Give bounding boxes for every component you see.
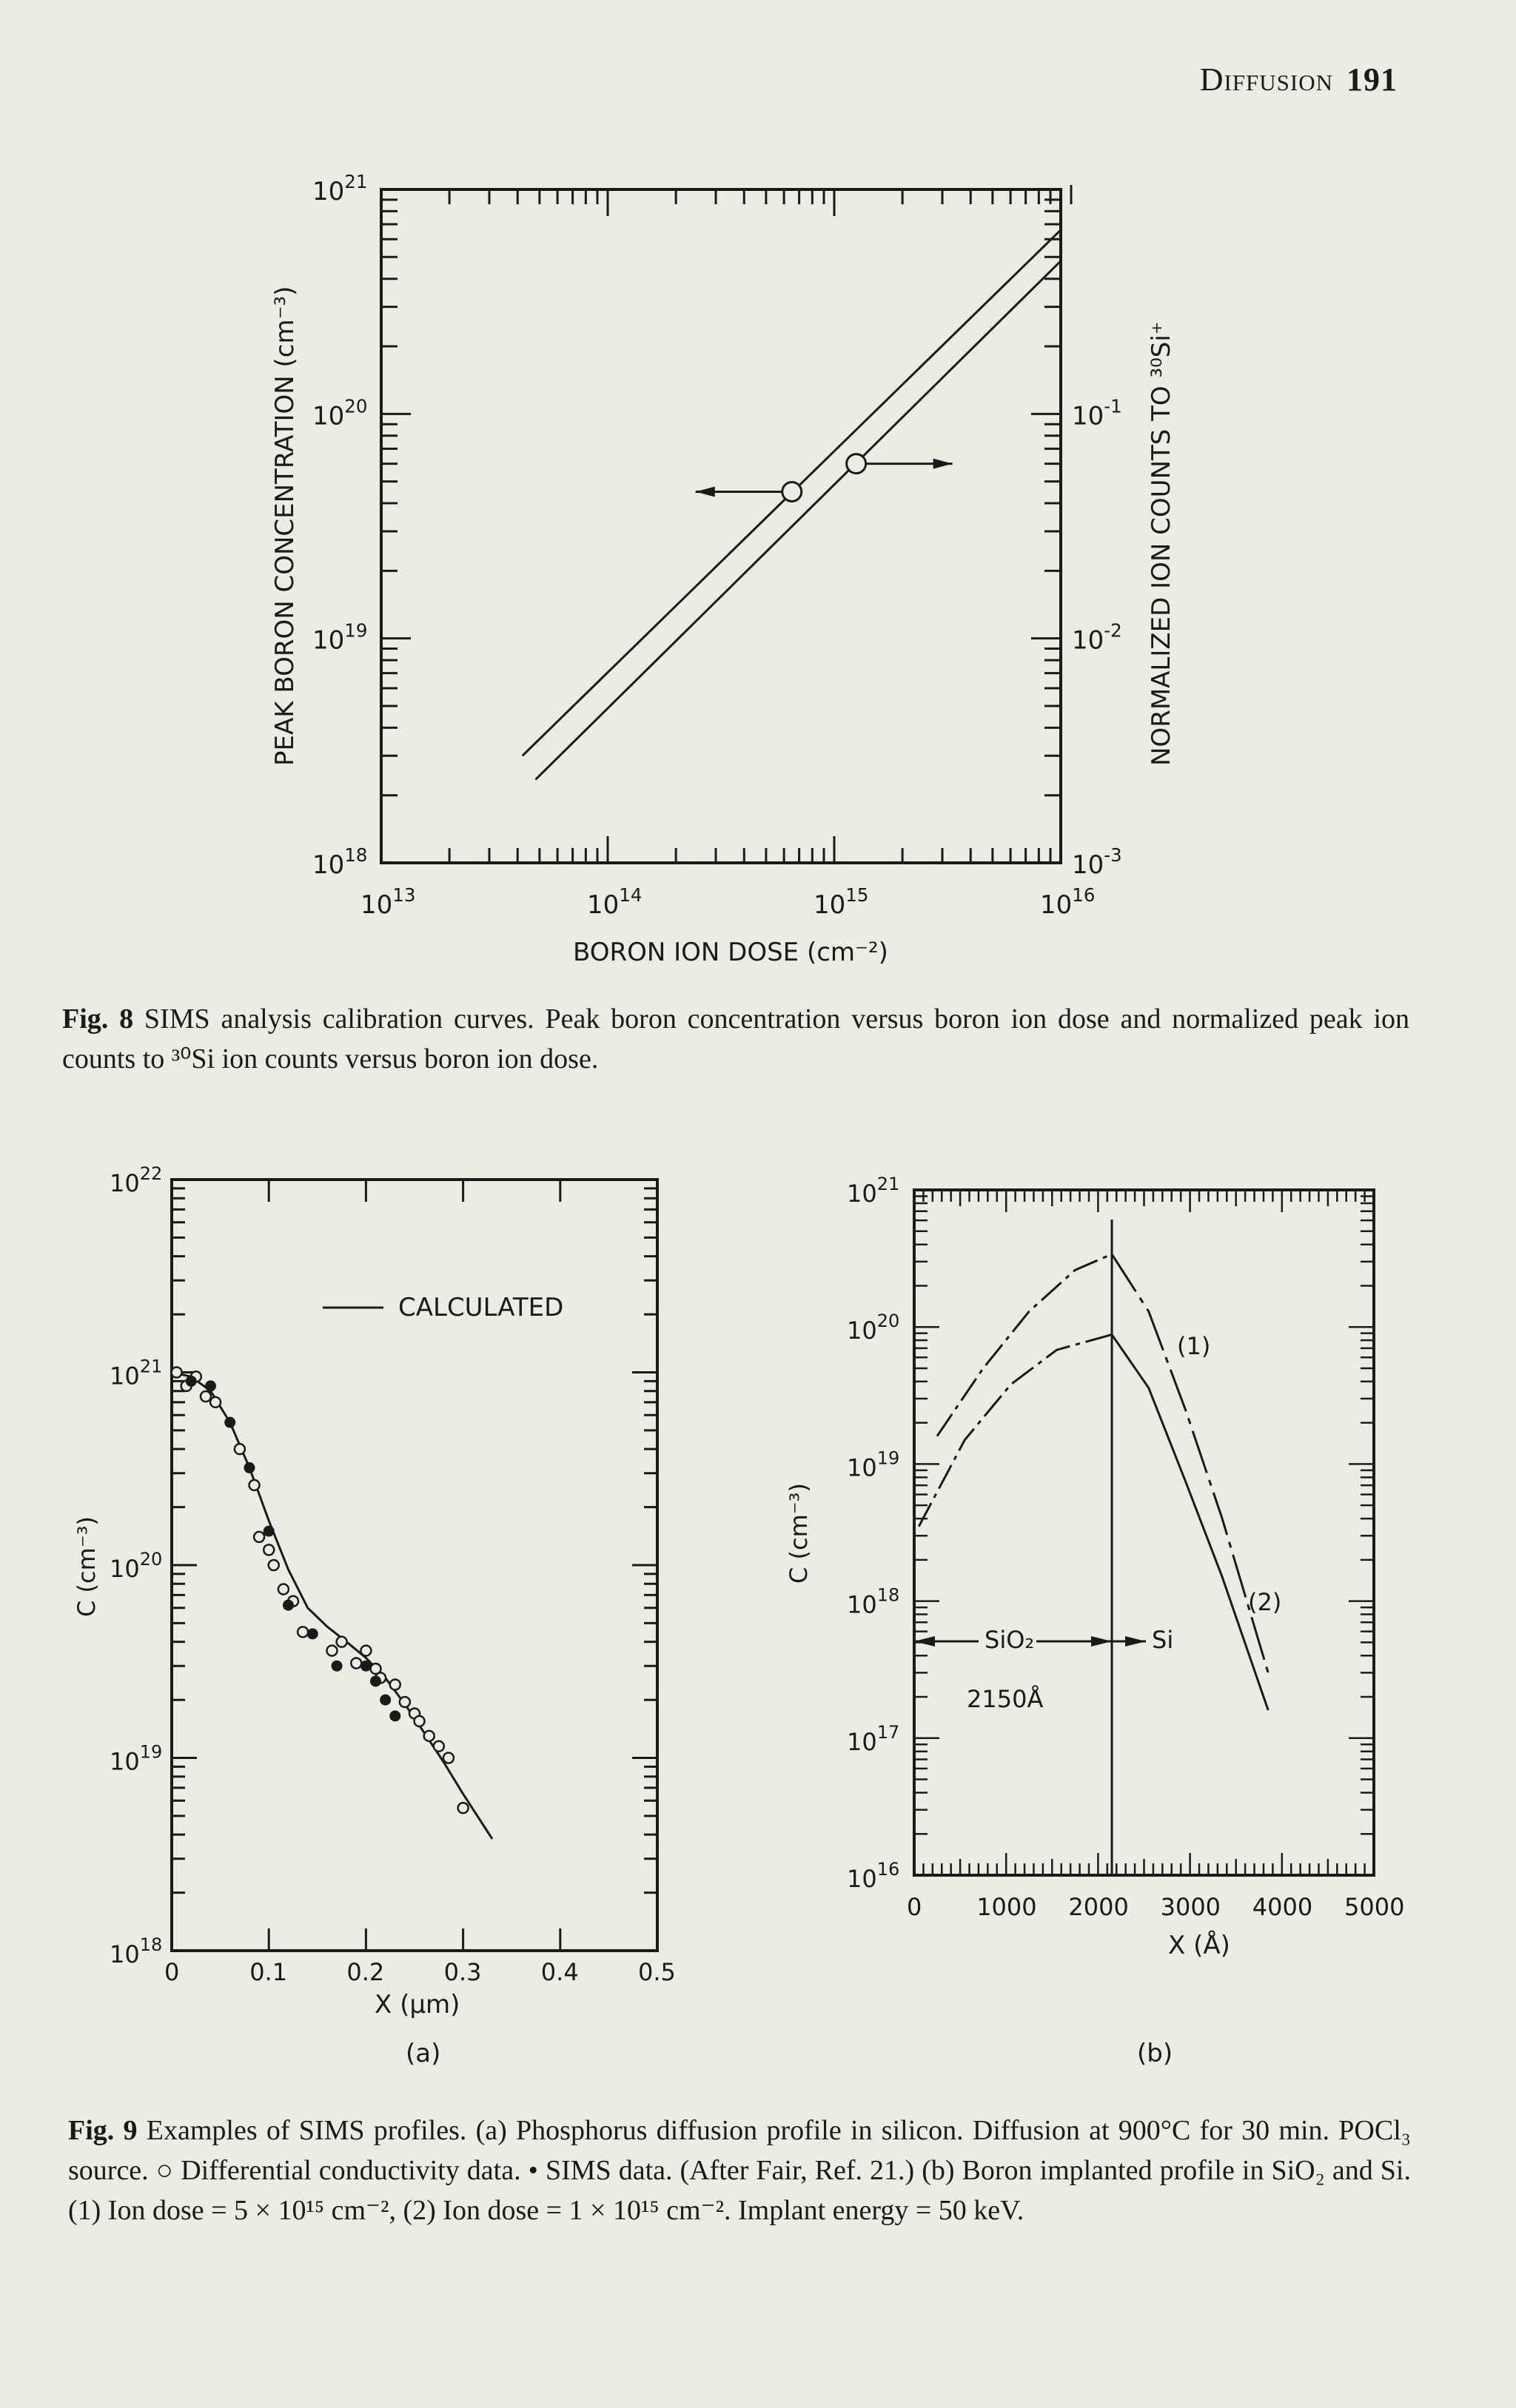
fig9b-y-tick-label: $10^{16}$ bbox=[847, 1859, 900, 1893]
fig9a-x-tick-label: 0.3 bbox=[443, 1958, 482, 1986]
fig9a-open-point bbox=[235, 1444, 245, 1454]
fig9a-filled-point bbox=[307, 1628, 318, 1639]
fig9a-filled-point bbox=[186, 1376, 197, 1387]
fig9b-x-axis-label: X (Å) bbox=[1168, 1931, 1230, 1960]
fig9a-filled-point bbox=[370, 1675, 381, 1686]
fig9a-filled-point bbox=[264, 1526, 275, 1537]
fig9a-open-point bbox=[254, 1532, 264, 1542]
fig9a-filled-point bbox=[224, 1417, 235, 1428]
fig9a-filled-point bbox=[380, 1695, 391, 1706]
fig9a-open-point bbox=[278, 1584, 289, 1595]
fig9a-open-point bbox=[351, 1658, 361, 1669]
fig9a-open-point bbox=[298, 1627, 308, 1637]
fig8-y-tick-label: $10^{21}$ bbox=[312, 171, 368, 206]
fig9a-x-axis-label: X (μm) bbox=[375, 1990, 460, 2019]
fig8-y-axis-label-left: PEAK BORON CONCENTRATION (cm⁻³) bbox=[270, 286, 300, 766]
fig9b-interface-arrowhead-left bbox=[1091, 1636, 1112, 1647]
fig9a-open-point bbox=[434, 1741, 444, 1752]
fig9b-x-tick-label: 2000 bbox=[1068, 1893, 1129, 1921]
fig9b-y-tick-label: $10^{21}$ bbox=[847, 1174, 900, 1208]
fig9a-filled-point bbox=[244, 1462, 255, 1473]
fig9a-y-tick-label: $10^{21}$ bbox=[110, 1356, 163, 1390]
fig9a-calculated-curve bbox=[172, 1373, 492, 1840]
fig9b-x-tick-label: 3000 bbox=[1160, 1893, 1221, 1921]
fig8-y2-tick-label: $10^{-3}$ bbox=[1072, 844, 1122, 880]
fig8-y-tick-label: $10^{18}$ bbox=[312, 844, 368, 880]
fig8-x-tick-label: $10^{16}$ bbox=[1040, 884, 1096, 920]
fig9a-y-tick-label: $10^{22}$ bbox=[110, 1163, 163, 1197]
fig8-caption-label: Fig. 8 bbox=[62, 1003, 134, 1035]
fig9a-open-point bbox=[415, 1716, 425, 1726]
fig9a-x-tick-label: 0.2 bbox=[346, 1958, 385, 1986]
fig9b-curve2-label: (2) bbox=[1248, 1588, 1282, 1616]
fig8-y2-tick-label: $10^{-1}$ bbox=[1072, 395, 1122, 431]
fig9a-y-tick-label: $10^{18}$ bbox=[110, 1934, 163, 1968]
fig9b-si-arrowhead bbox=[1125, 1636, 1146, 1647]
fig9a-x-tick-label: 0.5 bbox=[638, 1958, 676, 1986]
fig9b-sio2-arrowhead bbox=[914, 1636, 935, 1647]
fig9b-x-tick-label: 0 bbox=[907, 1893, 922, 1921]
fig9b-x-tick-label: 5000 bbox=[1344, 1893, 1405, 1921]
fig9-caption bbox=[68, 2111, 1411, 2230]
fig9a-x-tick-label: 0.4 bbox=[540, 1958, 579, 1986]
fig9a-y-tick-label: $10^{19}$ bbox=[110, 1741, 163, 1776]
fig9a-filled-point bbox=[205, 1380, 216, 1391]
page-number: 191 bbox=[1346, 61, 1398, 98]
fig9a-open-point bbox=[458, 1803, 469, 1813]
fig9b-y-axis-label: C (cm⁻³) bbox=[785, 1483, 813, 1584]
fig9a-legend-label: CALCULATED bbox=[398, 1293, 564, 1322]
fig9b-y-tick-label: $10^{18}$ bbox=[847, 1584, 900, 1619]
fig9-caption-text: Examples of SIMS profiles. (a) Phosphorus diffusion profile in silicon. Diffusion at 900°C for 30 min. POCl₃ source. ○ Differential conductivity data. • SIMS data. (After Fair, Ref. 21.) (b) Boron implanted profile in SiO₂ and Si. (1) Ion dose = 5 × 10¹⁵ cm⁻², (2) Ion dose = 1 × 10¹⁵ cm⁻². Implant energy = 50 keV. bbox=[68, 2115, 1411, 2226]
fig8-y2-tick-label: $10^{-2}$ bbox=[1072, 619, 1122, 656]
fig8-caption-text: SIMS analysis calibration curves. Peak boron concentration versus boron ion dose and normalized peak ion counts to ³⁰Si ion counts versus boron ion dose. bbox=[62, 1003, 1410, 1074]
fig9a-open-point bbox=[210, 1397, 221, 1408]
fig9a-filled-point bbox=[389, 1710, 400, 1721]
fig9b-thickness-label: 2150Å bbox=[967, 1685, 1044, 1713]
fig9a-y-axis-label: C (cm⁻³) bbox=[73, 1516, 101, 1617]
fig9a-open-point bbox=[337, 1637, 347, 1647]
fig9a-open-point bbox=[326, 1646, 337, 1656]
fig9b-y-tick-label: $10^{20}$ bbox=[847, 1311, 900, 1345]
fig9b-curve1-label: (1) bbox=[1177, 1332, 1211, 1360]
fig9b-y-tick-label: $10^{19}$ bbox=[847, 1447, 900, 1482]
fig9a-open-point bbox=[443, 1753, 454, 1763]
fig9b-curve-oxide bbox=[919, 1335, 1112, 1527]
fig9b-x-tick-label: 4000 bbox=[1252, 1893, 1313, 1921]
fig9b-y-tick-label: $10^{17}$ bbox=[847, 1721, 900, 1756]
fig9a-open-point bbox=[400, 1697, 410, 1707]
fig9b-panel-label: (b) bbox=[1137, 2039, 1173, 2068]
fig9b-sio2-label: SiO₂ bbox=[985, 1626, 1035, 1654]
fig9b-curve-si bbox=[1112, 1254, 1268, 1673]
fig9a-open-point bbox=[424, 1731, 435, 1741]
fig9a-x-tick-label: 0 bbox=[164, 1958, 180, 1986]
fig9a-y-tick-label: $10^{20}$ bbox=[110, 1549, 163, 1583]
fig9b-x-tick-label: 1000 bbox=[976, 1893, 1037, 1921]
fig8-x-tick-label: $10^{15}$ bbox=[814, 884, 869, 920]
fig9a-open-point bbox=[249, 1480, 260, 1490]
fig8-y-tick-label: $10^{20}$ bbox=[312, 395, 368, 431]
fig9a-open-point bbox=[390, 1679, 400, 1689]
fig9a-panel-label: (a) bbox=[406, 2039, 441, 2068]
fig9a-filled-point bbox=[332, 1661, 343, 1672]
fig8-y-tick-label: $10^{19}$ bbox=[312, 619, 368, 656]
fig9a-open-point bbox=[172, 1368, 182, 1378]
fig9a-open-point bbox=[269, 1560, 279, 1570]
fig9a-filled-point bbox=[360, 1661, 372, 1672]
fig8-x-axis-label: BORON ION DOSE (cm⁻²) bbox=[573, 938, 888, 967]
fig9b-curve-si bbox=[1112, 1335, 1268, 1711]
fig9-caption-label: Fig. 9 bbox=[68, 2115, 138, 2146]
fig9a-x-tick-label: 0.1 bbox=[249, 1958, 288, 1986]
fig9a-filled-point bbox=[283, 1600, 294, 1611]
fig9a-open-point bbox=[264, 1544, 274, 1555]
fig8-x-tick-label: $10^{14}$ bbox=[587, 884, 643, 920]
fig8-y-axis-label-right: NORMALIZED ION COUNTS TO ³⁰Si⁺ bbox=[1147, 321, 1176, 766]
running-title: Diffusion bbox=[1199, 61, 1333, 98]
fig9b-curve-oxide bbox=[937, 1254, 1112, 1436]
fig9a-open-point bbox=[360, 1646, 371, 1656]
fig9b-plot-frame bbox=[914, 1190, 1374, 1875]
fig8-x-tick-label: $10^{13}$ bbox=[360, 884, 416, 920]
fig9a-open-point bbox=[201, 1391, 211, 1402]
fig9b-si-label: Si bbox=[1152, 1626, 1174, 1654]
